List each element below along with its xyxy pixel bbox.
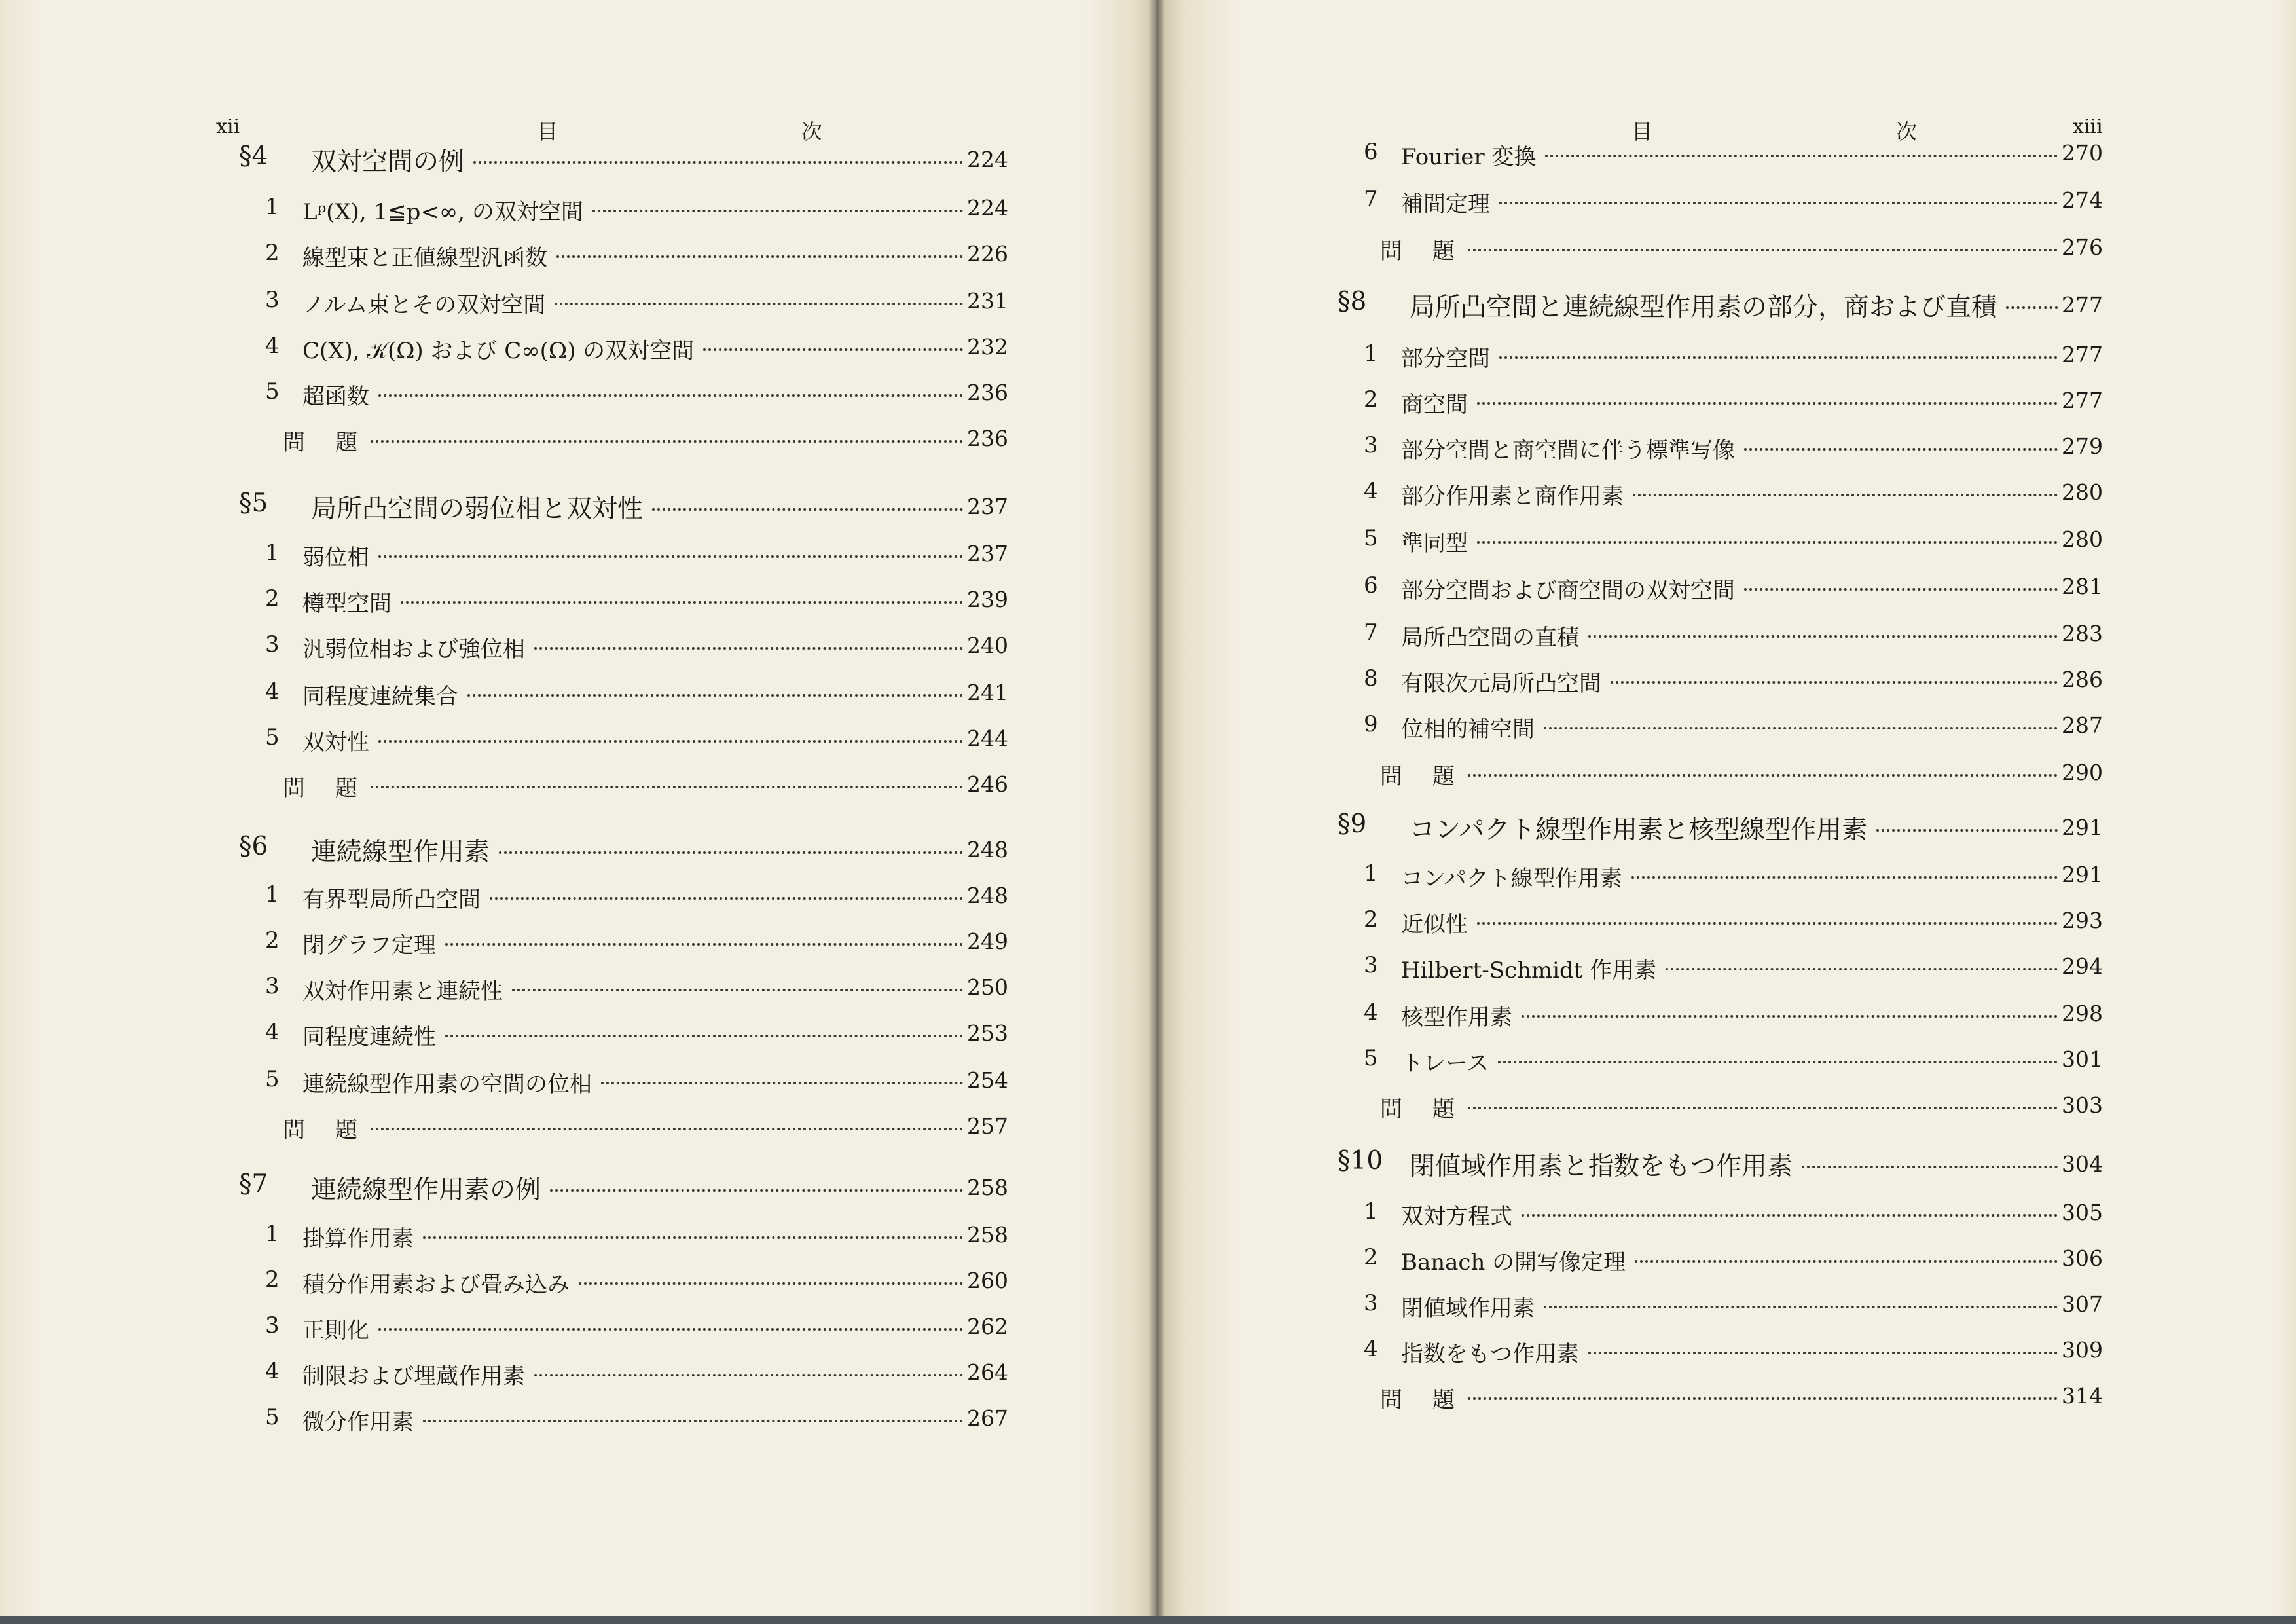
toc-page-number: 280 bbox=[2062, 479, 2103, 505]
toc-entry-title: 双対性 bbox=[302, 729, 369, 756]
toc-entry-title: 制限および埋蔵作用素 bbox=[302, 1363, 525, 1390]
toc-entry-title: コンパクト線型作用素と核型線型作用素 bbox=[1410, 815, 1868, 845]
toc-entry-number: 2 bbox=[265, 1266, 280, 1293]
toc-page-number: 314 bbox=[2062, 1383, 2103, 1409]
toc-entry-number: 3 bbox=[265, 287, 280, 313]
dot-leader bbox=[1477, 402, 2058, 405]
toc-entry-title: 問題 bbox=[1380, 238, 1485, 265]
dot-leader bbox=[1477, 541, 2058, 544]
toc-page-number: 309 bbox=[2062, 1337, 2103, 1363]
toc-page-number: 291 bbox=[2062, 862, 2103, 887]
dot-leader bbox=[1499, 202, 2058, 204]
gutter bbox=[1149, 0, 1164, 1624]
toc-entry-number: §4 bbox=[239, 141, 268, 171]
dot-leader bbox=[556, 255, 963, 258]
toc-entry-number: 4 bbox=[265, 333, 280, 359]
toc-page-number: 262 bbox=[967, 1314, 1008, 1339]
toc-entry-title: 近似性 bbox=[1401, 912, 1468, 938]
dot-leader bbox=[1468, 1397, 2058, 1400]
toc-entry-title: 問題 bbox=[283, 775, 388, 802]
toc-entry-title: 連続線型作用素 bbox=[311, 838, 490, 867]
dot-leader bbox=[2006, 306, 2058, 309]
dot-leader bbox=[534, 647, 963, 650]
toc-page-number: 240 bbox=[967, 633, 1008, 658]
toc-page-number: 237 bbox=[967, 541, 1008, 566]
toc-entry-title: 有界型局所凸空間 bbox=[302, 887, 481, 913]
dot-leader bbox=[467, 694, 963, 697]
toc-entry-number: 3 bbox=[265, 631, 280, 657]
dot-leader bbox=[601, 1082, 963, 1084]
toc-page-number: 274 bbox=[2062, 187, 2103, 213]
dot-leader bbox=[512, 989, 963, 991]
toc-page-number: 283 bbox=[2062, 621, 2103, 646]
toc-entry-title: 閉値域作用素と指数をもつ作用素 bbox=[1410, 1152, 1793, 1181]
toc-entry-number: 3 bbox=[1364, 432, 1378, 458]
toc-entry-number: 7 bbox=[1364, 186, 1378, 212]
dot-leader bbox=[703, 348, 963, 351]
toc-page-number: 294 bbox=[2062, 953, 2103, 979]
toc-page-number: 277 bbox=[2062, 342, 2103, 367]
toc-page-number: 248 bbox=[967, 837, 1008, 862]
dot-leader bbox=[1633, 494, 2058, 496]
toc-page-number: 286 bbox=[2062, 667, 2103, 692]
toc-entry-number: §10 bbox=[1338, 1146, 1383, 1175]
toc-entry-title: 問題 bbox=[283, 430, 388, 456]
toc-entry-number: §6 bbox=[239, 832, 268, 861]
dot-leader bbox=[378, 740, 963, 743]
toc-entry-title: 補間定理 bbox=[1401, 191, 1490, 217]
dot-leader bbox=[445, 1035, 963, 1037]
toc-page-number: 304 bbox=[2062, 1151, 2103, 1177]
dot-leader bbox=[1468, 249, 2058, 251]
dot-leader bbox=[1588, 1352, 2058, 1354]
toc-entry-number: 5 bbox=[1364, 525, 1378, 551]
toc-entry-number: 1 bbox=[265, 1221, 280, 1247]
dot-leader bbox=[1522, 1015, 2058, 1018]
toc-entry-title: Fourier 変換 bbox=[1401, 144, 1537, 170]
dot-leader bbox=[1499, 356, 2058, 359]
toc-entry-title: 位相的補空間 bbox=[1401, 716, 1535, 743]
toc-entry-number: 2 bbox=[265, 927, 280, 953]
toc-entry-title: Hilbert-Schmidt 作用素 bbox=[1401, 957, 1657, 984]
toc-page-number: 237 bbox=[967, 494, 1008, 519]
toc-page-number: 236 bbox=[967, 380, 1008, 405]
toc-page-number: 276 bbox=[2062, 234, 2103, 260]
toc-entry-number: 7 bbox=[1364, 619, 1378, 646]
dot-leader bbox=[1544, 727, 2058, 729]
running-header: 目 次 bbox=[537, 119, 934, 144]
toc-entry-title: 双対空間の例 bbox=[311, 147, 465, 177]
dot-leader bbox=[1631, 876, 2058, 879]
toc-page-number: 246 bbox=[967, 771, 1008, 797]
toc-page-number: 306 bbox=[2062, 1246, 2103, 1271]
toc-entry-title: 局所凸空間と連続線型作用素の部分，商および直積 bbox=[1410, 293, 1997, 322]
toc-entry-number: 2 bbox=[1364, 1244, 1378, 1270]
toc-page-number: 254 bbox=[967, 1067, 1008, 1093]
toc-entry-number: 9 bbox=[1364, 711, 1378, 737]
dot-leader bbox=[378, 1328, 963, 1331]
toc-entry-title: 正則化 bbox=[302, 1318, 369, 1344]
toc-page-number: 307 bbox=[2062, 1291, 2103, 1317]
toc-entry-number: 1 bbox=[1364, 860, 1378, 887]
toc-page-number: 232 bbox=[967, 334, 1008, 360]
toc-entry-number: §8 bbox=[1338, 287, 1367, 316]
toc-entry-title: 局所凸空間の直積 bbox=[1401, 625, 1579, 651]
toc-entry-title: Banach の開写像定理 bbox=[1401, 1249, 1626, 1276]
toc-entry-title: Lᵖ(X), 1≦p<∞, の双対空間 bbox=[302, 199, 583, 225]
toc-entry-number: 1 bbox=[1364, 1198, 1378, 1225]
toc-entry-title: 部分空間および商空間の双対空間 bbox=[1401, 578, 1735, 604]
dot-leader bbox=[423, 1420, 963, 1422]
toc-page-number: 244 bbox=[967, 726, 1008, 751]
toc-entry-number: 3 bbox=[265, 1312, 280, 1338]
toc-entry-number: 2 bbox=[1364, 386, 1378, 413]
dot-leader bbox=[473, 161, 963, 164]
toc-entry-title: C(X), 𝒦(Ω) および C∞(Ω) の双対空間 bbox=[302, 338, 695, 364]
toc-page-number: 293 bbox=[2062, 908, 2103, 933]
toc-entry-title: 微分作用素 bbox=[302, 1409, 414, 1435]
toc-entry-title: 問題 bbox=[1380, 1387, 1485, 1413]
toc-page-number: 277 bbox=[2062, 388, 2103, 413]
dot-leader bbox=[1876, 829, 2058, 832]
toc-page-number: 279 bbox=[2062, 434, 2103, 459]
toc-page-number: 290 bbox=[2062, 760, 2103, 785]
toc-page-number: 270 bbox=[2062, 140, 2103, 166]
dot-leader bbox=[1635, 1260, 2058, 1263]
dot-leader bbox=[371, 440, 963, 443]
toc-entry-title: 問題 bbox=[1380, 1096, 1485, 1122]
toc-entry-title: 汎弱位相および強位相 bbox=[302, 637, 525, 663]
toc-entry-title: 線型束と正値線型汎函数 bbox=[302, 245, 547, 271]
toc-entry-title: 双対方程式 bbox=[1401, 1204, 1512, 1230]
dot-leader bbox=[378, 555, 963, 558]
dot-leader bbox=[1544, 1306, 2058, 1308]
toc-page-number: 258 bbox=[967, 1175, 1008, 1200]
toc-entry-number: 4 bbox=[1364, 999, 1378, 1025]
toc-entry-number: 8 bbox=[1364, 665, 1378, 692]
toc-page-number: 305 bbox=[2062, 1200, 2103, 1225]
toc-entry-title: 閉グラフ定理 bbox=[302, 932, 436, 959]
toc-entry-number: 5 bbox=[265, 724, 280, 750]
toc-page-number: 248 bbox=[967, 883, 1008, 908]
toc-page-number: 224 bbox=[967, 147, 1008, 172]
toc-entry-title: 部分作用素と商作用素 bbox=[1401, 483, 1624, 509]
cover-edge bbox=[0, 1616, 2296, 1624]
dot-leader bbox=[1522, 1214, 2058, 1217]
dot-leader bbox=[445, 943, 963, 946]
toc-entry-number: 3 bbox=[265, 973, 280, 999]
toc-entry-number: §7 bbox=[239, 1170, 268, 1199]
dot-leader bbox=[423, 1236, 963, 1239]
toc-entry-number: 6 bbox=[1364, 139, 1378, 165]
toc-entry-title: 弱位相 bbox=[302, 545, 369, 571]
toc-entry-title: 連続線型作用素の例 bbox=[311, 1175, 541, 1205]
toc-entry-number: 5 bbox=[265, 378, 280, 405]
toc-entry-number: 5 bbox=[1364, 1045, 1378, 1071]
toc-entry-number: 1 bbox=[1364, 341, 1378, 367]
dot-leader bbox=[1545, 155, 2058, 157]
dot-leader bbox=[499, 851, 963, 854]
dot-leader bbox=[1744, 448, 2058, 451]
dot-leader bbox=[579, 1282, 963, 1285]
toc-entry-number: §5 bbox=[239, 489, 268, 518]
toc-entry-title: 指数をもつ作用素 bbox=[1401, 1341, 1579, 1367]
dot-leader bbox=[1468, 1107, 2058, 1109]
toc-entry-number: 4 bbox=[1364, 478, 1378, 504]
toc-page-number: 301 bbox=[2062, 1046, 2103, 1072]
dot-leader bbox=[555, 303, 963, 305]
toc-entry-number: 1 bbox=[265, 194, 280, 220]
toc-entry-title: 問題 bbox=[283, 1117, 388, 1143]
toc-page-number: 226 bbox=[967, 241, 1008, 267]
toc-entry-title: トレース bbox=[1401, 1050, 1489, 1077]
toc-entry-title: 有限次元局所凸空間 bbox=[1401, 671, 1601, 697]
page-number: xii bbox=[216, 115, 240, 138]
toc-entry-number: 3 bbox=[1364, 1290, 1378, 1316]
toc-entry-title: 連続線型作用素の空間の位相 bbox=[302, 1071, 592, 1098]
toc-entry-number: 4 bbox=[265, 1358, 280, 1384]
toc-page-number: 280 bbox=[2062, 526, 2103, 552]
toc-entry-title: 掛算作用素 bbox=[302, 1226, 414, 1252]
toc-entry-number: §9 bbox=[1338, 809, 1367, 839]
toc-page-number: 236 bbox=[967, 426, 1008, 451]
dot-leader bbox=[371, 786, 963, 788]
toc-page-number: 291 bbox=[2062, 815, 2103, 840]
dot-leader bbox=[652, 508, 963, 511]
toc-entry-title: 双対作用素と連続性 bbox=[302, 978, 503, 1005]
toc-entry-title: 問題 bbox=[1380, 764, 1485, 790]
dot-leader bbox=[1802, 1166, 2058, 1168]
toc-entry-title: 核型作用素 bbox=[1401, 1005, 1512, 1031]
toc-entry-number: 1 bbox=[265, 881, 280, 908]
toc-entry-title: ノルム束とその双対空間 bbox=[302, 292, 546, 318]
toc-entry-number: 1 bbox=[265, 540, 280, 566]
toc-page-number: 277 bbox=[2062, 292, 2103, 318]
toc-entry-title: 部分空間 bbox=[1401, 346, 1490, 372]
toc-entry-title: 局所凸空間の弱位相と双対性 bbox=[311, 494, 644, 524]
toc-page-number: 250 bbox=[967, 974, 1008, 1000]
toc-entry-title: 積分作用素および畳み込み bbox=[302, 1272, 570, 1298]
dot-leader bbox=[1666, 968, 2058, 970]
right-page bbox=[1164, 0, 2296, 1616]
dot-leader bbox=[1611, 681, 2058, 684]
toc-entry-title: 超函数 bbox=[302, 384, 369, 410]
toc-page-number: 257 bbox=[967, 1113, 1008, 1139]
toc-entry-number: 3 bbox=[1364, 952, 1378, 978]
toc-entry-number: 4 bbox=[265, 1019, 280, 1045]
toc-page-number: 264 bbox=[967, 1359, 1008, 1385]
toc-page-number: 281 bbox=[2062, 574, 2103, 599]
toc-page-number: 231 bbox=[967, 288, 1008, 314]
toc-entry-title: 同程度連続集合 bbox=[302, 684, 458, 710]
dot-leader bbox=[490, 897, 963, 900]
running-header: 目 次 bbox=[1631, 119, 2029, 144]
left-page bbox=[0, 0, 1149, 1616]
toc-entry-number: 2 bbox=[1364, 906, 1378, 932]
dot-leader bbox=[401, 601, 963, 604]
toc-entry-number: 2 bbox=[265, 240, 280, 266]
dot-leader bbox=[371, 1128, 963, 1130]
toc-page-number: 298 bbox=[2062, 1001, 2103, 1026]
toc-entry-title: 同程度連続性 bbox=[302, 1024, 436, 1050]
dot-leader bbox=[592, 210, 963, 212]
toc-entry-number: 5 bbox=[265, 1404, 280, 1430]
toc-page-number: 260 bbox=[967, 1268, 1008, 1293]
dot-leader bbox=[378, 394, 963, 397]
dot-leader bbox=[1498, 1061, 2058, 1063]
dot-leader bbox=[1744, 588, 2058, 591]
toc-entry-number: 4 bbox=[1364, 1336, 1378, 1362]
toc-entry-number: 4 bbox=[265, 678, 280, 705]
toc-entry-title: 閉値域作用素 bbox=[1401, 1295, 1535, 1321]
toc-entry-title: 樽型空間 bbox=[302, 591, 392, 617]
toc-page-number: 287 bbox=[2062, 712, 2103, 738]
toc-page-number: 241 bbox=[967, 680, 1008, 705]
toc-page-number: 239 bbox=[967, 587, 1008, 612]
toc-page-number: 253 bbox=[967, 1020, 1008, 1046]
toc-entry-number: 6 bbox=[1364, 572, 1378, 599]
toc-page-number: 267 bbox=[967, 1405, 1008, 1431]
dot-leader bbox=[550, 1189, 963, 1192]
dot-leader bbox=[1477, 922, 2058, 925]
toc-entry-title: 商空間 bbox=[1401, 392, 1468, 418]
toc-page-number: 303 bbox=[2062, 1092, 2103, 1118]
page-number: xiii bbox=[2073, 115, 2103, 138]
dot-leader bbox=[534, 1374, 963, 1376]
toc-entry-title: コンパクト線型作用素 bbox=[1401, 866, 1622, 892]
toc-entry-number: 2 bbox=[265, 585, 280, 612]
dot-leader bbox=[1588, 635, 2058, 638]
toc-entry-number: 5 bbox=[265, 1066, 280, 1092]
toc-page-number: 249 bbox=[967, 929, 1008, 954]
dot-leader bbox=[1468, 774, 2058, 777]
toc-entry-title: 部分空間と商空間に伴う標準写像 bbox=[1401, 437, 1735, 464]
toc-entry-title: 準同型 bbox=[1401, 530, 1468, 557]
toc-page-number: 258 bbox=[967, 1222, 1008, 1247]
toc-page-number: 224 bbox=[967, 195, 1008, 221]
